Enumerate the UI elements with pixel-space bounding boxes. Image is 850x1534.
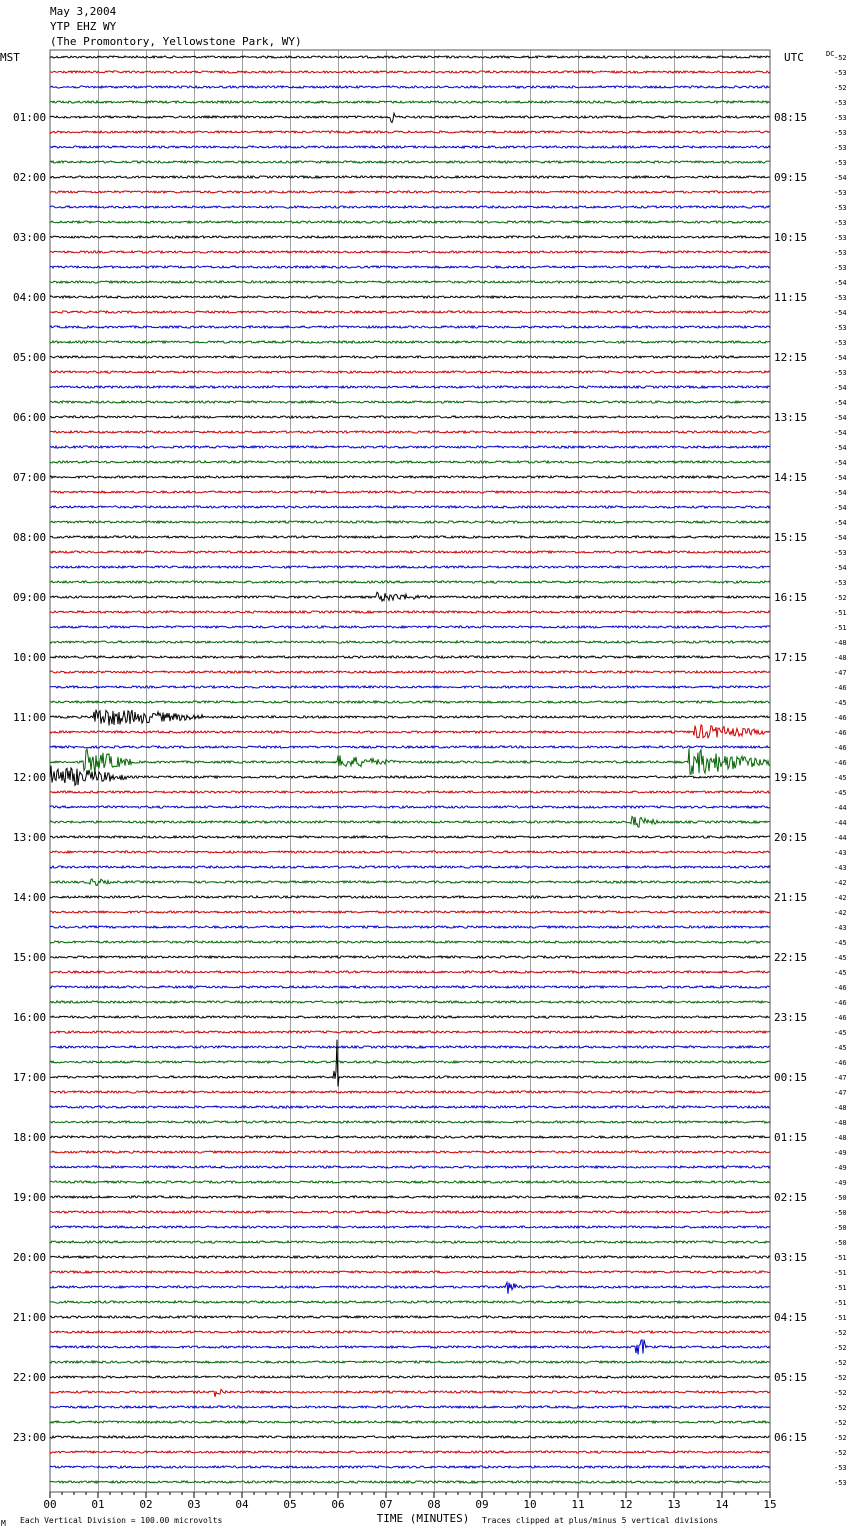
hour-label-mst: 18:00 [13,1131,47,1144]
corner-mark: M [1,1519,6,1528]
hour-label-utc: 03:15 [774,1251,808,1264]
trace-row-67 [50,1061,770,1063]
hour-label-utc: 13:15 [774,411,808,424]
dc-offset: -53 [834,324,847,332]
trace-row-78 [50,1226,770,1228]
dc-offset-labels [834,54,847,1487]
hour-label-mst: 22:00 [13,1371,47,1384]
dc-offset: -49 [834,1164,847,1172]
hour-label-mst: 10:00 [13,651,47,664]
hour-label-mst: 03:00 [13,231,47,244]
dc-offset: -53 [834,204,847,212]
dc-offset: -53 [834,114,847,122]
dc-offset: -52 [834,1389,847,1397]
dc-offset: -54 [834,354,847,362]
dc-offset: -47 [834,1089,847,1097]
trace-row-10 [50,206,770,208]
dc-offset: -51 [834,624,847,632]
trace-row-59 [50,941,770,943]
trace-row-92 [50,1436,770,1438]
hour-label-mst: 15:00 [13,951,47,964]
dc-offset: -48 [834,639,847,647]
dc-offset: -52 [834,1404,847,1412]
trace-row-25 [50,431,770,433]
trace-row-38 [50,626,770,628]
x-tick-label: 01 [91,1498,105,1511]
dc-offset: -51 [834,1284,847,1292]
hour-label-utc: 05:15 [774,1371,808,1384]
dc-offset: -54 [834,309,847,317]
trace-row-15 [50,281,770,283]
trace-row-39 [50,641,770,643]
trace-row-47 [50,749,770,775]
trace-row-35 [50,581,770,583]
x-tick-label: 04 [235,1498,249,1511]
dc-offset: -46 [834,984,847,992]
hour-label-mst: 11:00 [13,711,47,724]
dc-offset: -52 [834,1449,847,1457]
dc-offset: -53 [834,159,847,167]
x-tick-label: 13 [667,1498,681,1511]
trace-row-31 [50,521,770,523]
trace-row-41 [50,671,770,673]
hour-label-utc: 15:15 [774,531,808,544]
trace-row-37 [50,611,770,613]
dc-offset: -42 [834,909,847,917]
dc-offset: -45 [834,699,847,707]
dc-offset: -46 [834,744,847,752]
hour-label-utc: 09:15 [774,171,808,184]
dc-offset: -54 [834,414,847,422]
left-timezone-label: MST [0,51,20,64]
dc-offset: -48 [834,1134,847,1142]
dc-offset: -45 [834,939,847,947]
trace-row-52 [50,836,770,838]
trace-row-2 [50,86,770,88]
trace-row-9 [50,191,770,193]
right-hour-labels [774,111,807,1444]
header-date: May 3,2004 [50,5,117,18]
trace-row-56 [50,896,770,898]
dc-offset: -44 [834,819,847,827]
dc-offset: -53 [834,249,847,257]
dc-offset: -50 [834,1239,847,1247]
x-tick-label: 08 [427,1498,441,1511]
dc-offset: -53 [834,189,847,197]
x-tick-label: 14 [715,1498,729,1511]
trace-row-13 [50,251,770,253]
trace-row-8 [50,176,770,178]
hour-label-utc: 23:15 [774,1011,808,1024]
trace-row-79 [50,1241,770,1243]
trace-row-93 [50,1451,770,1453]
dc-offset: -54 [834,279,847,287]
trace-row-80 [50,1256,770,1258]
trace-row-66 [50,1046,770,1048]
x-axis [43,1492,776,1511]
trace-row-94 [50,1466,770,1468]
trace-row-76 [50,1196,770,1198]
trace-row-16 [50,296,770,298]
hour-label-mst: 02:00 [13,171,47,184]
dc-offset: -51 [834,1314,847,1322]
hour-label-utc: 01:15 [774,1131,808,1144]
hour-label-mst: 05:00 [13,351,47,364]
trace-row-69 [50,1091,770,1093]
hour-label-mst: 06:00 [13,411,47,424]
trace-row-36 [50,592,770,601]
trace-row-14 [50,266,770,268]
right-timezone-label: UTC [784,51,804,64]
trace-row-1 [50,71,770,73]
trace-row-58 [50,926,770,928]
hour-label-utc: 17:15 [774,651,808,664]
trace-row-83 [50,1301,770,1303]
hour-label-mst: 17:00 [13,1071,47,1084]
dc-offset: -45 [834,954,847,962]
trace-row-82 [50,1282,770,1293]
dc-offset: -52 [834,54,847,62]
trace-row-50 [50,806,770,808]
trace-row-84 [50,1316,770,1318]
hour-label-utc: 10:15 [774,231,808,244]
trace-row-81 [50,1271,770,1273]
x-tick-label: 06 [331,1498,345,1511]
dc-offset: -51 [834,609,847,617]
dc-offset: -53 [834,1479,847,1487]
dc-offset: -52 [834,1374,847,1382]
trace-row-27 [50,461,770,463]
hour-label-utc: 04:15 [774,1311,808,1324]
dc-offset: -47 [834,669,847,677]
dc-offset: -54 [834,534,847,542]
x-tick-label: 10 [523,1498,537,1511]
dc-offset: -50 [834,1224,847,1232]
dc-offset: -52 [834,1329,847,1337]
trace-row-20 [50,356,770,358]
dc-offset: -50 [834,1194,847,1202]
trace-row-19 [50,341,770,343]
dc-offset: -54 [834,459,847,467]
trace-row-12 [50,236,770,238]
dc-offset: -49 [834,1149,847,1157]
dc-offset: -42 [834,879,847,887]
hour-label-utc: 08:15 [774,111,808,124]
dc-offset: -46 [834,1059,847,1067]
trace-row-87 [50,1361,770,1363]
trace-row-40 [50,656,770,658]
dc-offset: -47 [834,1074,847,1082]
header-location: (The Promontory, Yellowstone Park, WY) [50,35,302,48]
dc-offset: -54 [834,399,847,407]
trace-row-60 [50,956,770,958]
trace-row-42 [50,686,770,688]
trace-row-3 [50,101,770,103]
trace-row-22 [50,386,770,388]
hour-label-mst: 09:00 [13,591,47,604]
dc-offset: -53 [834,369,847,377]
trace-row-34 [50,566,770,568]
trace-row-75 [50,1181,770,1183]
dc-offset: -52 [834,1434,847,1442]
hour-label-mst: 21:00 [13,1311,47,1324]
dc-offset: -53 [834,129,847,137]
dc-offset: -46 [834,729,847,737]
trace-row-32 [50,536,770,538]
hour-label-utc: 06:15 [774,1431,808,1444]
hour-label-mst: 14:00 [13,891,47,904]
trace-row-88 [50,1376,770,1378]
trace-row-91 [50,1421,770,1423]
dc-offset: -44 [834,804,847,812]
trace-row-51 [50,817,770,828]
trace-row-28 [50,476,770,478]
trace-row-0 [50,56,770,58]
x-tick-label: 07 [379,1498,393,1511]
trace-row-6 [50,146,770,148]
dc-offset: -53 [834,264,847,272]
trace-row-45 [50,725,770,738]
dc-offset: -51 [834,1254,847,1262]
dc-offset: -54 [834,474,847,482]
dc-offset: -53 [834,234,847,242]
dc-offset: -45 [834,1044,847,1052]
trace-row-64 [50,1016,770,1018]
x-axis-title: TIME (MINUTES) [376,1512,470,1525]
hour-label-mst: 12:00 [13,771,47,784]
dc-offset: -53 [834,99,847,107]
dc-offset: -42 [834,894,847,902]
dc-offset: -45 [834,789,847,797]
dc-offset: -45 [834,1029,847,1037]
hour-label-mst: 19:00 [13,1191,47,1204]
dc-offset: -52 [834,84,847,92]
dc-offset: -51 [834,1299,847,1307]
dc-offset: -53 [834,549,847,557]
hour-label-utc: 21:15 [774,891,808,904]
dc-offset: -45 [834,774,847,782]
trace-row-5 [50,131,770,133]
clip-note: Traces clipped at plus/minus 5 vertical divisions [482,1516,719,1525]
x-tick-label: 12 [619,1498,633,1511]
trace-row-30 [50,506,770,508]
dc-offset: -46 [834,684,847,692]
hour-label-mst: 07:00 [13,471,47,484]
trace-row-46 [50,746,770,748]
x-tick-label: 03 [187,1498,201,1511]
x-tick-label: 11 [571,1498,585,1511]
trace-row-43 [50,701,770,703]
trace-row-17 [50,311,770,313]
hour-label-utc: 22:15 [774,951,808,964]
hour-label-mst: 13:00 [13,831,47,844]
dc-offset: -54 [834,384,847,392]
trace-group [50,56,770,1483]
dc-offset: -52 [834,1419,847,1427]
dc-offset: -43 [834,849,847,857]
dc-offset: -53 [834,339,847,347]
dc-offset: -49 [834,1179,847,1187]
trace-row-89 [50,1389,770,1397]
hour-label-utc: 18:15 [774,711,808,724]
trace-row-62 [50,986,770,988]
trace-row-24 [50,416,770,418]
trace-row-48 [50,766,770,786]
trace-row-53 [50,851,770,853]
dc-offset: -52 [834,1359,847,1367]
trace-row-65 [50,1031,770,1033]
dc-offset: -46 [834,714,847,722]
dc-offset: -43 [834,924,847,932]
dc-offset: -54 [834,519,847,527]
trace-row-29 [50,491,770,493]
dc-column-label: DC [826,50,835,58]
dc-offset: -50 [834,1209,847,1217]
dc-offset: -46 [834,1014,847,1022]
trace-row-21 [50,371,770,373]
x-tick-label: 09 [475,1498,489,1511]
dc-offset: -52 [834,594,847,602]
trace-row-7 [50,161,770,163]
hour-label-utc: 14:15 [774,471,808,484]
dc-offset: -54 [834,174,847,182]
x-tick-label: 00 [43,1498,57,1511]
left-hour-labels [13,111,46,1444]
trace-row-74 [50,1166,770,1168]
dc-offset: -54 [834,444,847,452]
trace-row-55 [50,879,770,886]
trace-row-71 [50,1121,770,1123]
hour-label-utc: 11:15 [774,291,808,304]
dc-offset: -53 [834,219,847,227]
dc-offset: -54 [834,504,847,512]
trace-row-54 [50,866,770,868]
dc-offset: -53 [834,69,847,77]
x-tick-label: 15 [763,1498,777,1511]
dc-offset: -44 [834,834,847,842]
x-tick-label: 02 [139,1498,153,1511]
hour-label-mst: 01:00 [13,111,47,124]
hour-label-mst: 08:00 [13,531,47,544]
trace-row-73 [50,1151,770,1153]
dc-offset: -48 [834,1119,847,1127]
trace-row-77 [50,1211,770,1213]
trace-row-57 [50,911,770,913]
header-station: YTP EHZ WY [50,20,117,33]
dc-offset: -51 [834,1269,847,1277]
dc-offset: -54 [834,564,847,572]
dc-offset: -54 [834,429,847,437]
trace-row-86 [50,1340,770,1355]
dc-offset: -46 [834,759,847,767]
dc-offset: -52 [834,1344,847,1352]
dc-offset: -48 [834,654,847,662]
dc-offset: -46 [834,999,847,1007]
trace-row-61 [50,971,770,973]
dc-offset: -48 [834,1104,847,1112]
dc-offset: -53 [834,294,847,302]
trace-row-95 [50,1481,770,1483]
hour-label-mst: 16:00 [13,1011,47,1024]
trace-row-70 [50,1106,770,1108]
hour-label-utc: 00:15 [774,1071,808,1084]
dc-offset: -53 [834,1464,847,1472]
scale-note: Each Vertical Division = 100.00 microvolts [20,1516,223,1525]
trace-row-85 [50,1331,770,1333]
trace-row-18 [50,326,770,328]
dc-offset: -53 [834,144,847,152]
trace-row-4 [50,113,770,122]
hour-label-utc: 19:15 [774,771,808,784]
trace-row-63 [50,1001,770,1003]
hour-label-utc: 16:15 [774,591,808,604]
hour-label-utc: 12:15 [774,351,808,364]
dc-offset: -45 [834,969,847,977]
dc-offset: -43 [834,864,847,872]
hour-label-utc: 20:15 [774,831,808,844]
trace-row-26 [50,446,770,448]
trace-row-11 [50,221,770,223]
hour-label-mst: 04:00 [13,291,47,304]
dc-offset: -54 [834,489,847,497]
trace-row-49 [50,791,770,793]
hour-label-utc: 02:15 [774,1191,808,1204]
x-tick-label: 05 [283,1498,297,1511]
hour-label-mst: 23:00 [13,1431,47,1444]
trace-row-23 [50,401,770,403]
trace-row-90 [50,1406,770,1408]
trace-row-33 [50,551,770,553]
dc-offset: -53 [834,579,847,587]
trace-row-72 [50,1136,770,1138]
trace-row-44 [50,710,770,726]
hour-label-mst: 20:00 [13,1251,47,1264]
